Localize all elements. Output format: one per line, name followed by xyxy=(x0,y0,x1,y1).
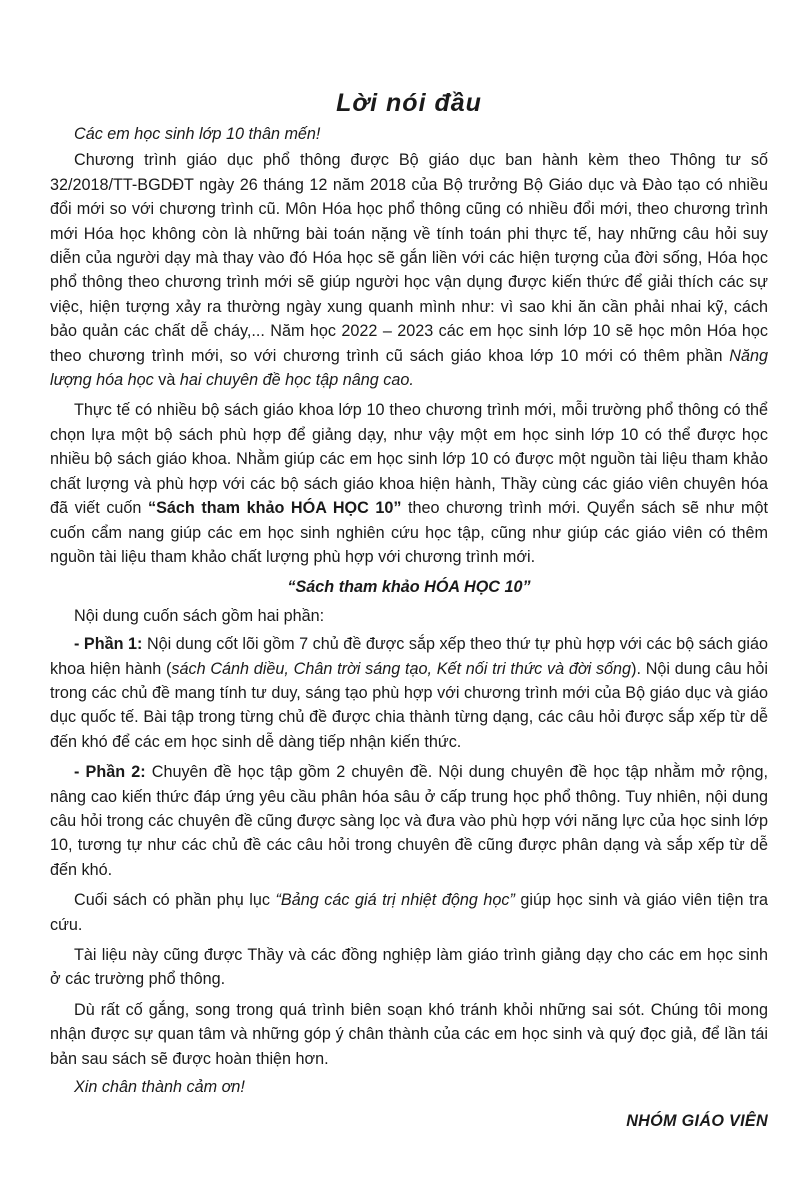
part-1-description xyxy=(50,632,768,754)
part-2-text: Chuyên đề học tập gồm 2 chuyên đề. Nội dung chuyên đề học tập nhằm mở rộng, nâng cao kiến thức đáp ứng yêu cầu phân hóa sâu ở cấp trung học phổ thông. Tuy nhiên, nội dung câu hỏi trong các chuyên đề cũng được sàng lọc và đưa vào phù hợp với năng lực của học sinh lớp 10, tương tự như các chủ đề các câu hỏi trong chuyên đề cũng được phân dạng và sắp xếp từ dễ đến khó. xyxy=(50,763,768,879)
book-title-inline: “Sách tham khảo HÓA HỌC 10” xyxy=(147,499,402,518)
paragraph-usage: Tài liệu này cũng được Thầy và các đồng nghiệp làm giáo trình giảng dạy cho các em học sinh ở các trường phổ thông. xyxy=(50,946,768,989)
page-title: Lời nói đầu xyxy=(336,89,482,117)
textbook-series-list: sách Cánh diều, Chân trời sáng tạo, Kết nối tri thức và đời sống xyxy=(171,659,632,678)
part-2-label: - Phần 2: xyxy=(74,763,146,782)
appendix-note xyxy=(50,888,768,937)
paragraph-book-purpose xyxy=(50,398,768,569)
paragraph-book-purpose-text-end: theo chương trình mới. Quyển sách sẽ như một cuốn cẩm nang giúp các em học sinh nghiên cứu học tập, cũng như giúp các giáo viên có thêm nguồn tài liệu tham khảo chất lượng phù hợp với chương trình mới. xyxy=(50,499,768,566)
part-1-text: Nội dung cốt lõi gồm 7 chủ đề được sắp xếp theo thứ tự phù hợp với các bộ sách giáo khoa hiện hành ( xyxy=(50,635,769,678)
energy-chemistry-phrase: Năng lượng hóa học xyxy=(50,346,768,390)
advanced-topics-phrase: hai chuyên đề học tập nâng cao. xyxy=(179,371,414,390)
conjunction-text: và xyxy=(153,371,180,390)
contents-intro: Nội dung cuốn sách gồm hai phần: xyxy=(74,606,325,625)
appendix-title: “Bảng các giá trị nhiệt động học” xyxy=(275,891,515,910)
part-1-label: - Phần 1: xyxy=(74,635,143,654)
book-title-heading: “Sách tham khảo HÓA HỌC 10” xyxy=(287,578,531,597)
paragraph-book-purpose-text: Thực tế có nhiều bộ sách giáo khoa lớp 10 theo chương trình mới, mỗi trường phổ thông có thể chọn lựa một bộ sách phù hợp để giảng dạy, như vậy một em học sinh lớp 10 có thể được học nhiều bộ sách giáo khoa. Nhằm giúp các em học sinh lớp 10 có được một nguồn tài liệu tham khảo chất lượng và phù hợp với các bộ sách giáo khoa hiện hành, Thầy cùng các giáo viên chuyên hóa đã viết cuốn xyxy=(50,401,768,518)
part-2-description xyxy=(50,760,768,882)
paragraph-curriculum-text: Chương trình giáo dục phổ thông được Bộ giáo dục ban hành kèm theo Thông tư số 32/2018/TT-BGDĐT ngày 26 tháng 12 năm 2018 của Bộ trưởng Bộ Giáo dục và Đào tạo có nhiều đổi mới so với chương trình cũ. Môn Hóa học phổ thông cũng có nhiều đổi mới, theo chương trình mới Hóa học không còn là những bài toán nặng về tính toán phi thực tế, hay những câu hỏi suy diễn của người dạy mà thay vào đó Hóa học sẽ gắn liền với các hiện tượng của đời sống, Hóa học phổ thông theo chương trình mới sẽ giúp người học vận dụng được kiến thức để giải thích các sự việc, hiện tượng xảy ra thường ngày xung quanh mình như: vì sao khi ăn cần phải nhai kỹ, cách bảo quản các chất dễ cháy,... Năm học 2022 – 2023 các em học sinh lớp 10 sẽ học môn Hóa học theo chương trình mới, so với chương trình cũ sách giáo khoa lớp 10 mới có thêm phần xyxy=(50,151,768,365)
thanks-line: Xin chân thành cảm ơn! xyxy=(74,1078,245,1097)
paragraph-curriculum xyxy=(50,148,768,392)
part-1-text-end: ). Nội dung câu hỏi trong các chủ đề mang tính tư duy, sáng tạo phù hợp với chương trình mới của Bộ giáo dục và giáo dục quốc tế. Bài tập trong từng chủ đề được chia thành từng dạng, các câu hỏi được sắp xếp từ dễ đến khó để các em học sinh dễ dàng tiếp nhận kiến thức. xyxy=(50,659,768,751)
preface-page xyxy=(50,88,768,1134)
appendix-text-end: giúp học sinh và giáo viên tiện tra cứu. xyxy=(50,891,768,934)
signature: NHÓM GIÁO VIÊN xyxy=(626,1112,768,1131)
greeting: Các em học sinh lớp 10 thân mến! xyxy=(74,125,321,143)
paragraph-apology: Dù rất cố gắng, song trong quá trình biên soạn khó tránh khỏi những sai sót. Chúng tôi mong nhận được sự quan tâm và những góp ý chân thành của các em học sinh và quý đọc giả, để lần tái bản sau sách sẽ được hoàn thiện hơn. xyxy=(50,1000,768,1068)
appendix-text: Cuối sách có phần phụ lục xyxy=(74,891,276,910)
